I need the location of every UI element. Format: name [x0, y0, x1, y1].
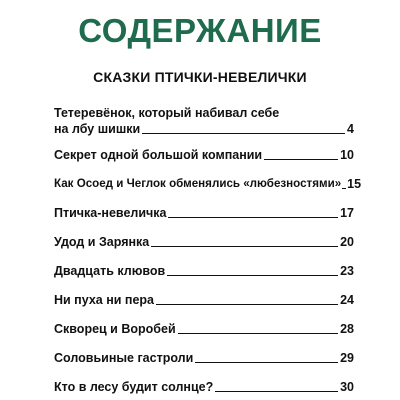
toc-entry-title: Соловьиные гастроли: [54, 351, 194, 365]
toc-entry[interactable]: [54, 263, 354, 279]
toc-entry-page: 23: [340, 264, 354, 278]
dot-leader: [167, 275, 338, 276]
toc-entry-title: Как Осоед и Чеглок обменялись «любезностями»: [54, 177, 342, 190]
toc-entry-title: Птичка-невеличка: [54, 206, 167, 220]
toc-entry-title: Секрет одной большой компании: [54, 148, 263, 162]
toc-entry-page: 15: [347, 177, 362, 191]
toc-entry-page: 29: [340, 351, 354, 365]
toc-entry-page: 28: [340, 322, 354, 336]
toc-entry[interactable]: [54, 105, 354, 137]
dot-leader: [195, 362, 338, 363]
toc-entry-page: 4: [347, 122, 354, 136]
toc-entry-page: 20: [340, 235, 354, 249]
toc-entry-title: Удод и Зарянка: [54, 235, 150, 249]
toc-entry[interactable]: [54, 350, 354, 366]
toc-entry-title: Двадцать клювов: [54, 264, 166, 278]
dot-leader: [156, 304, 338, 305]
dot-leader: [264, 159, 338, 160]
toc-entry[interactable]: [54, 205, 354, 221]
toc-entry[interactable]: [54, 147, 354, 163]
dot-leader: [178, 333, 338, 334]
toc-entry-title-line-1: Тетеревёнок, который набивал себе: [54, 106, 280, 120]
toc-entry[interactable]: [54, 234, 354, 250]
toc-entry-title: на лбу шишки: [54, 122, 141, 136]
toc-entry-page: 24: [340, 293, 354, 307]
toc-entry[interactable]: [54, 176, 362, 192]
toc-entry-title: Скворец и Воробей: [54, 322, 176, 336]
dot-leader: [342, 188, 346, 189]
toc-entry[interactable]: [54, 321, 354, 337]
section-title: СКАЗКИ ПТИЧКИ-НЕВЕЛИЧКИ: [93, 69, 307, 85]
dot-leader: [215, 391, 338, 392]
dot-leader: [151, 246, 338, 247]
page-title: СОДЕРЖАНИЕ: [78, 12, 322, 49]
toc-entry-title: Кто в лесу будит солнце?: [54, 380, 214, 394]
toc-entry[interactable]: [54, 379, 354, 395]
dot-leader: [142, 133, 345, 134]
toc-entry[interactable]: [54, 292, 354, 308]
toc-entry-page: 10: [340, 148, 354, 162]
toc-entry-page: 30: [340, 380, 354, 394]
dot-leader: [168, 217, 338, 218]
toc-entry-title: Ни пуха ни пера: [54, 293, 155, 307]
toc-entry-page: 17: [340, 206, 354, 220]
